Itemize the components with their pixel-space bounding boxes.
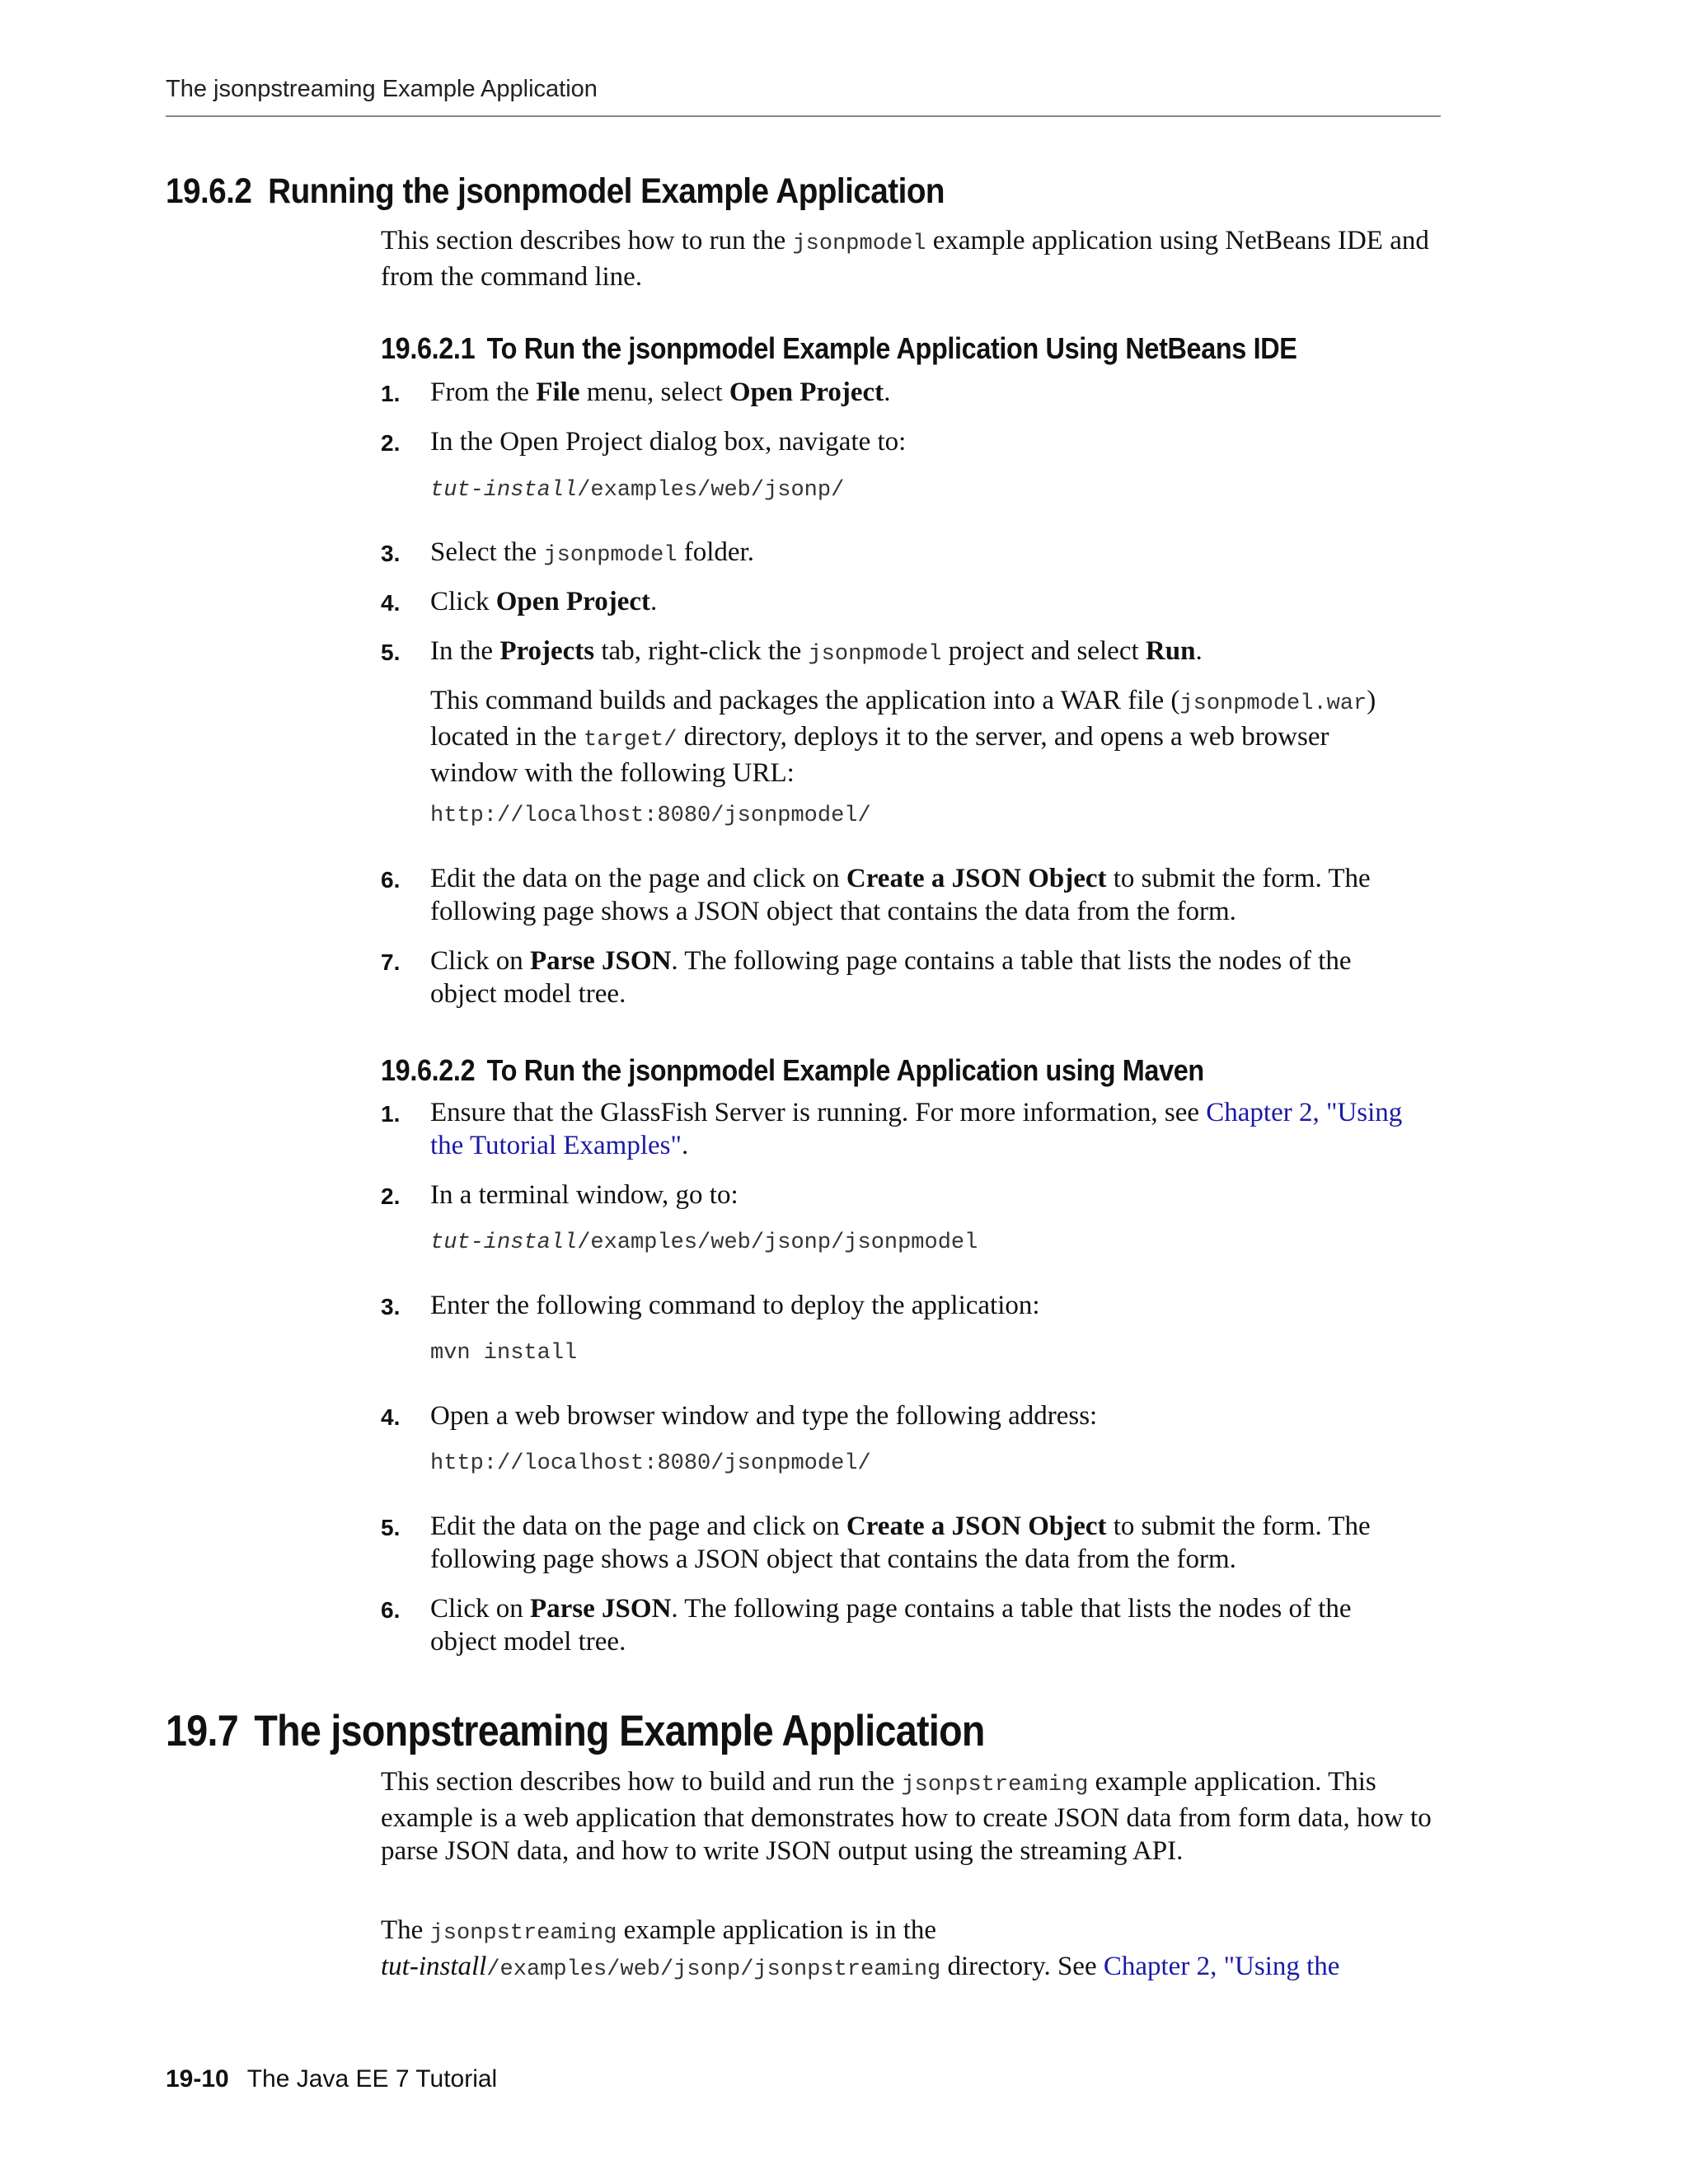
step-item xyxy=(381,585,1452,618)
text: to submit the form. The following page shows a JSON object that contains the data from the form. xyxy=(430,1511,1371,1574)
step-item xyxy=(381,425,1452,458)
code-path xyxy=(430,1230,978,1255)
inline-code: jsonpstreaming xyxy=(901,1773,1089,1797)
section-title: The jsonpstreaming Example Application xyxy=(254,1707,985,1755)
inline-code: jsonpmodel.war xyxy=(1179,691,1367,716)
section-number: 19.6.2 xyxy=(166,171,252,211)
step-number: 4. xyxy=(381,1404,401,1430)
header-rule xyxy=(166,115,1441,117)
text: example application. This example is a web application that demonstrates how to create JSON data from form data, how to parse JSON data, and how to write JSON output using the streaming API. xyxy=(381,1767,1432,1866)
ui-term: Create a JSON Object xyxy=(846,864,1107,893)
ui-term: Parse JSON xyxy=(530,946,672,976)
inline-code: jsonpstreaming xyxy=(429,1921,617,1946)
step-item xyxy=(381,635,1452,671)
step-number: 5. xyxy=(381,1515,401,1540)
running-header: The jsonpstreaming Example Application xyxy=(166,76,598,102)
code-text: /examples/web/jsonp/jsonpmodel xyxy=(577,1230,978,1255)
step-item xyxy=(381,1289,1452,1322)
ui-term: Open Project xyxy=(495,587,651,616)
step-item xyxy=(381,1592,1452,1658)
text: This section describes how to run the xyxy=(381,226,793,255)
step-item xyxy=(381,1510,1452,1576)
code-url: http://localhost:8080/jsonpmodel/ xyxy=(430,1451,871,1476)
text: menu, select xyxy=(579,377,729,407)
ui-term: Projects xyxy=(499,636,595,666)
text: example application is in the xyxy=(617,1915,937,1945)
ui-term: Open Project xyxy=(729,377,884,407)
step-item xyxy=(381,1399,1452,1432)
step-number: 6. xyxy=(381,867,401,893)
text: tab, right-click the xyxy=(594,636,809,666)
ui-term: Create a JSON Object xyxy=(846,1511,1107,1541)
text: . xyxy=(681,1131,689,1160)
text: Edit the data on the page and click on xyxy=(430,1511,846,1541)
ui-term: Run xyxy=(1145,636,1196,666)
text: directory. See xyxy=(940,1952,1104,1981)
inline-code: target/ xyxy=(584,728,678,752)
placeholder-text: tut-install xyxy=(430,478,578,503)
text: Click xyxy=(430,587,496,616)
text: This section describes how to build and run the xyxy=(381,1767,902,1797)
book-title: The Java EE 7 Tutorial xyxy=(246,2065,498,2093)
step-item xyxy=(381,536,1452,572)
inline-code: jsonpmodel xyxy=(792,232,926,256)
step-text: In the Open Project dialog box, navigate to: xyxy=(430,427,907,457)
code-url: http://localhost:8080/jsonpmodel/ xyxy=(430,804,871,828)
text: . xyxy=(650,587,658,616)
step-text: In a terminal window, go to: xyxy=(430,1180,738,1210)
step-text: Enter the following command to deploy the application: xyxy=(430,1291,1040,1320)
code-text: /examples/web/jsonp/ xyxy=(577,478,845,503)
text: This command builds and packages the application into a WAR file ( xyxy=(430,686,1180,715)
text: folder. xyxy=(677,537,754,567)
location-paragraph xyxy=(381,1914,1452,1986)
ui-term: File xyxy=(536,377,580,407)
code-path xyxy=(430,478,844,503)
text: . xyxy=(884,377,891,407)
placeholder-text: tut-install xyxy=(381,1952,487,1981)
text: . The following page contains a table that lists the nodes of the object model tree. xyxy=(430,946,1352,1009)
subsection-title: To Run the jsonpmodel Example Application Using NetBeans IDE xyxy=(486,331,1297,365)
step-number: 7. xyxy=(381,949,401,975)
step-number: 1. xyxy=(381,381,401,406)
text: ) located in the xyxy=(430,686,1376,752)
text: From the xyxy=(430,377,537,407)
text: directory, deploys it to the server, and opens a web browser window with the following URL: xyxy=(430,722,1329,788)
text: In the xyxy=(430,636,500,666)
section-number: 19.7 xyxy=(166,1707,238,1755)
text: Click on xyxy=(430,1594,530,1624)
section-intro xyxy=(381,224,1452,293)
step-item xyxy=(381,862,1452,928)
ui-term: Parse JSON xyxy=(530,1594,672,1624)
step-item xyxy=(381,1179,1452,1212)
inline-code: /examples/web/jsonp/jsonpstreaming xyxy=(486,1957,941,1982)
subsection-number: 19.6.2.2 xyxy=(381,1053,476,1087)
text: . xyxy=(1195,636,1203,666)
step-item xyxy=(381,376,1452,409)
page-number: 19-10 xyxy=(166,2065,229,2093)
chapter-2-link[interactable]: Chapter 2, "Using the Tutorial Examples" xyxy=(430,1098,1403,1160)
page-footer xyxy=(166,2065,497,2093)
text: example application using NetBeans IDE and from the command line. xyxy=(381,226,1429,292)
subsection-heading-19-6-2-1 xyxy=(381,331,1297,366)
step-item xyxy=(381,1096,1452,1162)
placeholder-text: tut-install xyxy=(430,1230,578,1255)
text: Edit the data on the page and click on xyxy=(430,864,846,893)
text: project and select xyxy=(941,636,1146,666)
step-number: 4. xyxy=(381,590,401,616)
code-command: mvn install xyxy=(430,1341,578,1366)
section-title: Running the jsonpmodel Example Application xyxy=(268,171,945,211)
section-heading-19-6-2 xyxy=(166,171,945,212)
chapter-2-link[interactable]: Chapter 2, "Using the xyxy=(1103,1952,1340,1981)
step-number: 1. xyxy=(381,1101,401,1127)
step-number: 3. xyxy=(381,1294,401,1319)
step-number: 2. xyxy=(381,1183,401,1209)
subsection-title: To Run the jsonpmodel Example Application using Maven xyxy=(486,1053,1204,1087)
step-item xyxy=(381,944,1452,1010)
subsection-number: 19.6.2.1 xyxy=(381,331,476,365)
text: Ensure that the GlassFish Server is running. For more information, see xyxy=(430,1098,1207,1127)
step-description xyxy=(430,684,1419,790)
subsection-heading-19-6-2-2 xyxy=(381,1053,1204,1088)
inline-code: jsonpmodel xyxy=(808,642,942,667)
step-number: 3. xyxy=(381,541,401,566)
text: The xyxy=(381,1915,430,1945)
step-number: 6. xyxy=(381,1597,401,1623)
text: Click on xyxy=(430,946,530,976)
section-heading-19-7 xyxy=(166,1706,985,1756)
text: Select the xyxy=(430,537,544,567)
text: to submit the form. The following page shows a JSON object that contains the data from the form. xyxy=(430,864,1371,926)
step-text: Open a web browser window and type the following address: xyxy=(430,1401,1098,1431)
step-number: 2. xyxy=(381,430,401,456)
section-intro xyxy=(381,1765,1444,1868)
text: . The following page contains a table that lists the nodes of the object model tree. xyxy=(430,1594,1352,1657)
step-number: 5. xyxy=(381,640,401,665)
inline-code: jsonpmodel xyxy=(543,543,678,568)
